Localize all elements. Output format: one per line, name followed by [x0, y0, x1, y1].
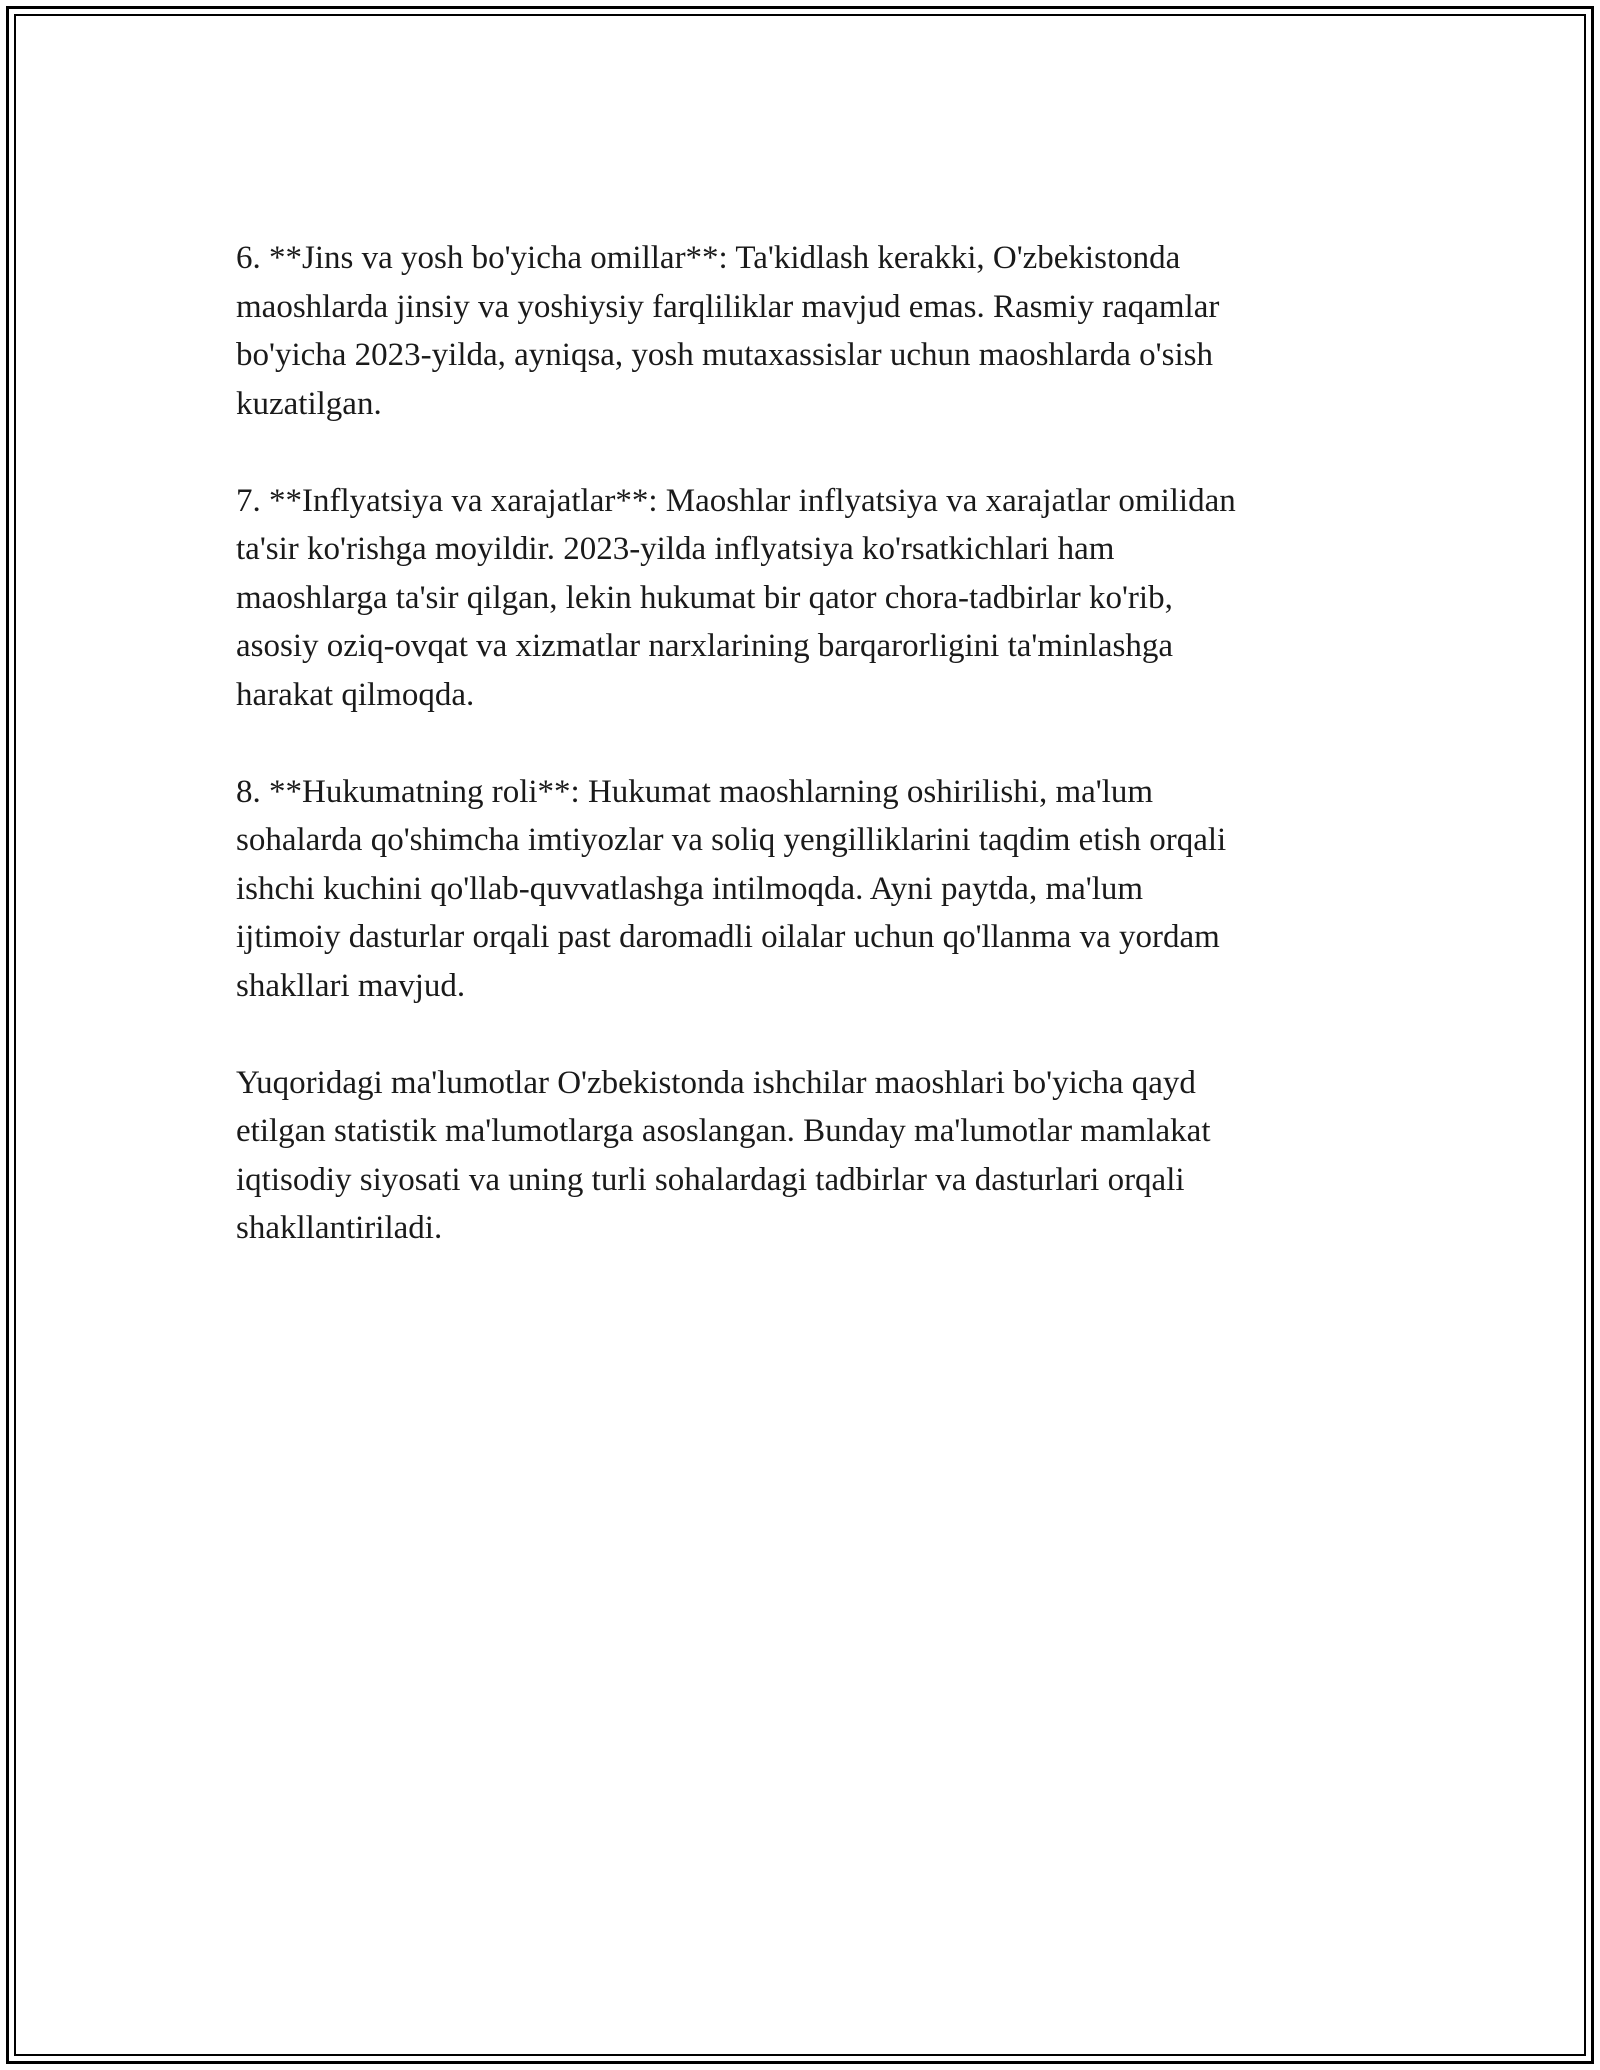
document-body [236, 234, 1376, 1301]
paragraph-conclusion: Yuqoridagi ma'lumotlar O'zbekistonda ishchilar maoshlari bo'yicha qayd etilgan statistik ma'lumotlarga asoslangan. Bunday ma'lumotlar mamlakat iqtisodiy siyosati va uning turli sohalardagi tadbirlar va dasturlari orqali shakllantiriladi. [236, 1064, 1211, 1246]
paragraph-gender-age-factors: 6. **Jins va yosh bo'yicha omillar**: Ta'kidlash kerakki, O'zbekistonda maoshlarda jinsiy va yoshiysiy farqliliklar mavjud emas. Rasmiy raqamlar bo'yicha 2023-yilda, ayniqsa, yosh mutaxassislar uchun maoshlarda o'sish kuzatilgan. [236, 240, 1220, 422]
paragraph-government-role: 8. **Hukumatning roli**: Hukumat maoshlarning oshirilishi, ma'lum sohalarda qo'shimcha imtiyozlar va soliq yengilliklarini taqdim etish orqali ishchi kuchini qo'llab-quvvatlashga intilmoqda. Ayni paytda, ma'lum ijtimoiy dasturlar orqali past daromadli oilalar uchun qo'llanma va yordam shakllari mavjud. [236, 773, 1227, 1004]
paragraph-inflation-expenses: 7. **Inflyatsiya va xarajatlar**: Maoshlar inflyatsiya va xarajatlar omilidan ta'sir ko'rishga moyildir. 2023-yilda inflyatsiya ko'rsatkichlari ham maoshlarga ta'sir qilgan, lekin hukumat bir qator chora-tadbirlar ko'rib, asosiy oziq-ovqat va xizmatlar narxlarining barqarorligini ta'minlashga harakat qilmoqda. [236, 482, 1236, 713]
